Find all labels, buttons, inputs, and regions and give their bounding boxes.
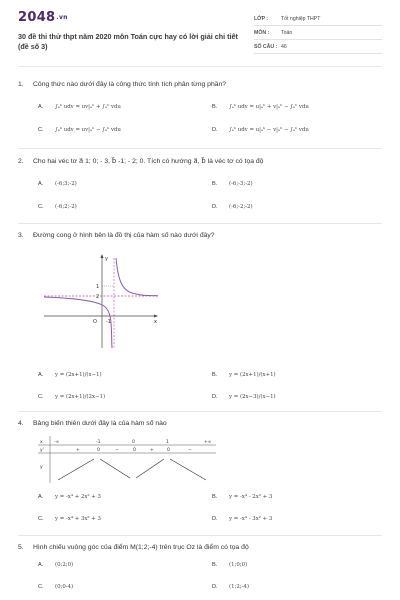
meta-value: Tốt nghiệp THPT [281, 15, 321, 22]
option-c[interactable] [38, 127, 121, 133]
option-value: ∫ₐᵇ udv = u|ₐᵇ − v|ₐᵇ − ∫ₐᵇ vdu [229, 127, 309, 133]
question-text: Hình chiếu vuông góc của điểm M(1;2;-4) trên trục Oz là điểm có tọa độ [33, 544, 249, 551]
question-heading [18, 419, 382, 429]
row-label-x: x [40, 440, 43, 445]
graph-curve-right [116, 258, 158, 296]
origin-label: O [93, 319, 97, 325]
document-title: 30 đề thi thử thpt năm 2020 môn Toán cực hay có lời giải chi tiết (đề số 3) [18, 32, 238, 51]
question-text: Cho hai véc tơ a⃗ 1; 0; - 3, b⃗ -1; - 2; 0. Tích có hướng a⃗, b⃗ là véc tơ có tọa độ [33, 158, 264, 165]
option-a[interactable] [38, 181, 77, 187]
question-number: 4. [18, 420, 24, 427]
divider [18, 148, 382, 149]
x-axis-arrow [154, 315, 158, 318]
option-value: (0;2;0) [55, 562, 74, 568]
question-text: Công thức nào dưới đây là công thức tính tích phân từng phần? [33, 81, 227, 88]
option-key: C. [38, 127, 44, 133]
option-value: (-6;-2;-2) [229, 204, 253, 210]
option-value: y = (2x+1)/(x−1) [55, 372, 102, 378]
divider [18, 535, 382, 536]
option-key: B. [212, 494, 218, 500]
x-value: +∞ [204, 440, 212, 445]
option-key: C. [38, 204, 44, 210]
tick-label-minus-one: -1 [106, 319, 111, 325]
option-value: y = -x⁴ + 2x² + 3 [55, 494, 101, 500]
y-prime-sign: − [188, 448, 192, 453]
option-value: y = -x⁴ + 3x² + 3 [55, 516, 101, 522]
question-heading [18, 80, 382, 90]
meta-value: Toán [281, 29, 293, 36]
option-a[interactable] [38, 494, 101, 500]
y-axis-arrow [101, 254, 104, 258]
option-value: (-6;2;-2) [55, 204, 77, 210]
option-key: D. [212, 204, 218, 210]
question-number: 3. [18, 232, 24, 239]
option-key: B. [212, 562, 218, 568]
option-c[interactable] [38, 394, 105, 400]
option-value: y = -x⁴ - 2x² + 3 [229, 494, 273, 500]
option-value: ∫ₐᵇ udv = u|ₐᵇ + v|ₐᵇ − ∫ₐᵇ vdu [229, 104, 309, 110]
option-key: B. [212, 104, 218, 110]
x-value: -∞ [54, 440, 60, 445]
meta-key: SỐ CÂU : [254, 43, 278, 50]
question-heading [18, 231, 382, 241]
option-d[interactable] [212, 584, 249, 590]
tick-label-two: 2 [96, 294, 100, 300]
option-value: (1;0;0) [229, 562, 248, 568]
variation-arrow [58, 459, 94, 480]
question-heading [18, 543, 382, 553]
divider [18, 411, 382, 412]
option-c[interactable] [38, 204, 77, 210]
option-value: y = (2x−3)/(x−1) [229, 394, 276, 400]
x-value: 0 [132, 440, 135, 445]
question-text: Đường cong ở hình bên là đồ thị của hàm số nào dưới đây? [33, 232, 215, 239]
question-2 [18, 157, 382, 167]
option-b[interactable] [212, 494, 272, 500]
document-meta [254, 12, 382, 54]
x-axis-label: x [154, 319, 157, 325]
option-key: D. [212, 584, 218, 590]
question-number: 1. [18, 81, 24, 88]
divider [18, 66, 382, 67]
option-value: (1;2;-4) [229, 584, 249, 590]
meta-row-count [254, 40, 382, 54]
option-d[interactable] [212, 516, 272, 522]
option-key: A. [38, 494, 44, 500]
option-key: C. [38, 584, 44, 590]
question-number: 2. [18, 158, 24, 165]
y-prime-sign: 0 [97, 448, 100, 453]
option-value: ∫ₐᵇ udv = uv|ₐᵇ − ∫ₐᵇ vdu [55, 127, 121, 133]
option-value: (-6;-3;-2) [229, 181, 253, 187]
option-b[interactable] [212, 372, 276, 378]
divider [18, 223, 382, 224]
meta-value: 46 [281, 43, 287, 50]
option-b[interactable] [212, 181, 253, 187]
option-value: ∫ₐᵇ udv = uv|ₐᵇ + ∫ₐᵇ vdu [55, 104, 121, 110]
question-5 [18, 543, 382, 553]
question-number: 5. [18, 544, 24, 551]
function-graph [40, 250, 160, 350]
option-a[interactable] [38, 372, 102, 378]
question-3 [18, 231, 382, 241]
variation-arrow [136, 459, 164, 478]
option-value: y = (2x+1)/(2x−1) [55, 394, 106, 400]
option-d[interactable] [212, 204, 253, 210]
option-key: D. [212, 516, 218, 522]
row-label-y: y [40, 465, 43, 470]
option-key: C. [38, 516, 44, 522]
option-key: C. [38, 394, 44, 400]
option-c[interactable] [38, 516, 101, 522]
y-prime-sign: + [76, 448, 80, 453]
option-a[interactable] [38, 104, 121, 110]
option-value: (0;0-4) [55, 584, 74, 590]
meta-row-class [254, 12, 382, 26]
question-text: Bảng biến thiên dưới đây là của hàm số nào [33, 420, 167, 427]
y-prime-sign: + [150, 448, 154, 453]
tick-label-one: 1 [96, 284, 100, 290]
y-prime-sign: 0 [167, 448, 170, 453]
site-logo[interactable] [18, 10, 68, 25]
x-value: -1 [96, 440, 101, 445]
option-b[interactable] [212, 104, 309, 110]
option-key: A. [38, 372, 44, 378]
y-prime-sign: 0 [133, 448, 136, 453]
option-key: A. [38, 181, 44, 187]
option-key: A. [38, 104, 44, 110]
option-key: A. [38, 562, 44, 568]
option-value: y = -x⁴ - 3x² + 3 [229, 516, 273, 522]
option-d[interactable] [212, 127, 309, 133]
logo-suffix: .vn [56, 14, 68, 21]
x-value: 1 [166, 440, 169, 445]
y-axis-label: y [105, 256, 108, 262]
option-c[interactable] [38, 584, 73, 590]
meta-row-subject [254, 26, 382, 40]
meta-key: MÔN : [254, 29, 270, 36]
row-label-y-prime: y' [40, 448, 44, 453]
variation-arrow [100, 459, 130, 478]
logo-text: 2048 [18, 10, 56, 25]
variation-arrow [170, 459, 206, 480]
meta-key: LỚP : [254, 15, 269, 22]
option-key: B. [212, 372, 218, 378]
question-4 [18, 419, 382, 429]
page-header [18, 10, 382, 60]
option-d[interactable] [212, 394, 276, 400]
option-key: D. [212, 394, 218, 400]
question-1 [18, 80, 382, 90]
option-value: y = (2x+1)/(x+1) [229, 372, 276, 378]
question-heading [18, 157, 382, 167]
option-b[interactable] [212, 562, 247, 568]
option-value: (-6;3;-2) [55, 181, 77, 187]
option-a[interactable] [38, 562, 73, 568]
variation-table [38, 436, 218, 484]
option-key: D. [212, 127, 218, 133]
y-prime-sign: − [115, 448, 119, 453]
option-key: B. [212, 181, 218, 187]
